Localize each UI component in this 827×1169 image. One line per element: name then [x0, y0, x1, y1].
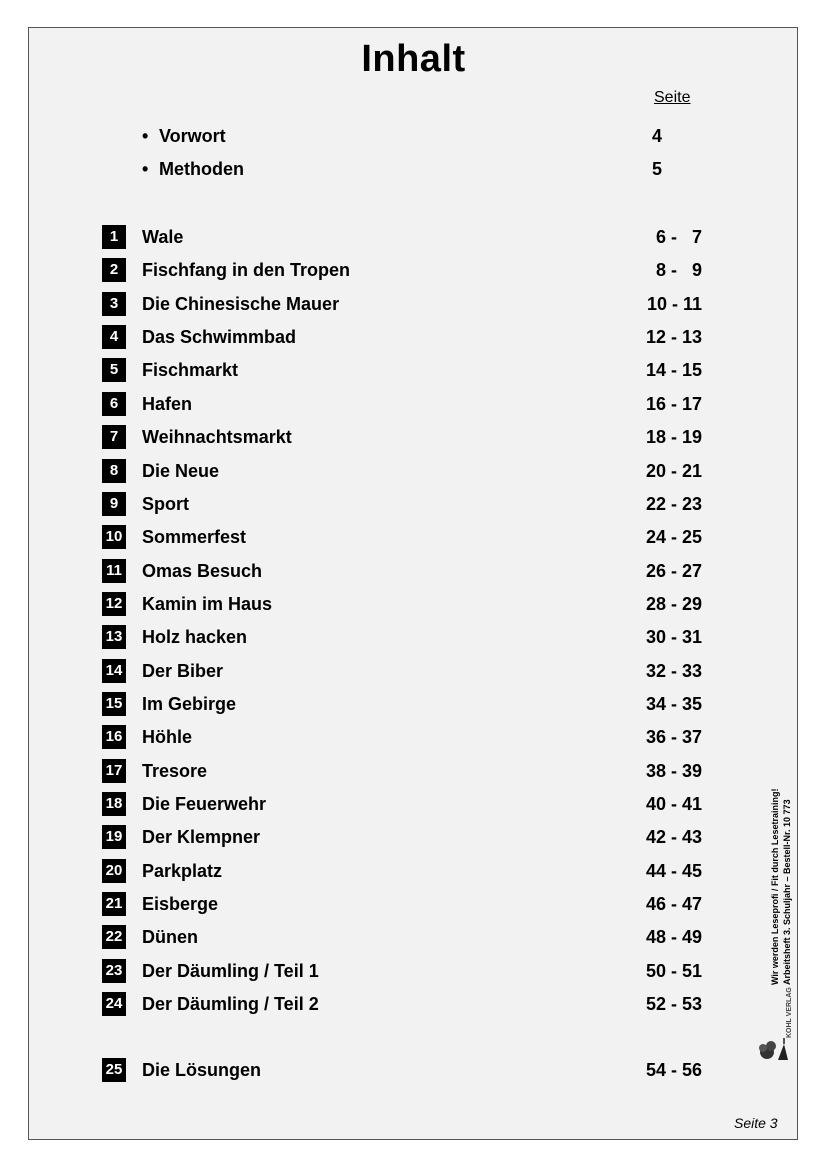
- chapter-pages: 32 - 33: [645, 660, 702, 681]
- page-column-header: Seite: [654, 89, 691, 106]
- chapter-pages: 26 - 27: [645, 560, 702, 581]
- bullet-icon: •: [142, 126, 149, 146]
- chapter-pages: 6 - 7: [655, 227, 702, 247]
- front-matter-label: Methoden: [159, 159, 244, 179]
- chapter-number-badge: 22: [102, 925, 126, 949]
- toc-row: [102, 326, 702, 352]
- chapter-number-badge: 10: [102, 525, 126, 549]
- chapter-number-badge: 20: [102, 859, 126, 883]
- chapter-pages: 52 - 53: [645, 994, 702, 1015]
- chapter-pages: 20 - 21: [645, 460, 702, 481]
- toc-row: [102, 526, 702, 552]
- toc-row: [102, 893, 702, 919]
- side-note-line-1: Wir werden Leseprofi / Fit durch Lesetraining!: [770, 788, 780, 985]
- toc-row: [102, 960, 702, 986]
- chapter-number-badge: 1: [102, 225, 126, 249]
- chapter-pages: 8 - 9: [655, 260, 702, 281]
- chapter-number-badge: 19: [102, 825, 126, 849]
- toc-row: [102, 860, 702, 886]
- chapter-pages: 38 - 39: [645, 760, 702, 781]
- toc-row: [102, 560, 702, 586]
- chapter-pages: 36 - 37: [645, 727, 702, 748]
- chapter-number-badge: 23: [102, 959, 126, 983]
- toc-row: [102, 626, 702, 652]
- toc-row: [102, 760, 702, 786]
- chapter-title: Der Biber: [142, 660, 224, 681]
- chapter-number-badge: 18: [102, 792, 126, 816]
- chapter-number-badge: 3: [102, 292, 126, 316]
- chapter-title: Das Schwimmbad: [142, 327, 297, 348]
- side-note-line-2: Arbeitsheft 3. Schuljahr – Bestell-Nr. 10 773: [782, 799, 792, 985]
- toc-row: [102, 226, 702, 252]
- chapter-number-badge: 9: [102, 492, 126, 516]
- chapter-pages: 16 - 17: [645, 393, 702, 414]
- footer-page-number: Seite 3: [734, 1115, 778, 1131]
- chapter-pages: 28 - 29: [645, 593, 702, 614]
- chapter-pages: 24 - 25: [645, 527, 702, 548]
- toc-row: [102, 926, 702, 952]
- toc-row: [102, 493, 702, 519]
- toc-row: [102, 359, 702, 385]
- toc-row: [102, 993, 702, 1019]
- chapter-title: Die Lösungen: [142, 1060, 262, 1080]
- chapter-pages: 48 - 49: [645, 927, 702, 948]
- chapter-number-badge: 14: [102, 659, 126, 683]
- chapter-pages: 46 - 47: [645, 894, 702, 914]
- chapter-number-badge: 15: [102, 692, 126, 716]
- side-publication-note: [769, 755, 793, 985]
- chapter-title: Omas Besuch: [142, 560, 263, 581]
- chapter-pages: 14 - 15: [645, 360, 702, 381]
- chapter-title: Parkplatz: [142, 860, 223, 881]
- chapter-pages: 42 - 43: [645, 827, 702, 848]
- chapter-pages: 34 - 35: [645, 693, 702, 714]
- chapter-pages: 10 - 11: [646, 293, 702, 314]
- chapter-title: Der Klempner: [142, 827, 261, 848]
- chapter-number-badge: 13: [102, 625, 126, 649]
- chapter-number-badge: 4: [102, 325, 126, 349]
- chapter-number-badge: 12: [102, 592, 126, 616]
- chapter-pages: 22 - 23: [645, 493, 702, 514]
- toc-row-solutions: [102, 1059, 702, 1085]
- chapter-number-badge: 17: [102, 759, 126, 783]
- chapter-title: Sommerfest: [142, 527, 247, 548]
- chapter-pages: 18 - 19: [645, 427, 702, 448]
- front-matter-page: 4: [652, 126, 663, 146]
- toc-row: [102, 293, 702, 319]
- chapter-number-badge: 11: [102, 559, 126, 583]
- chapter-number-badge: 25: [102, 1058, 126, 1082]
- chapter-title: Fischfang in den Tropen: [142, 260, 351, 281]
- chapter-title: Eisberge: [142, 894, 219, 914]
- toc-row: [102, 660, 702, 686]
- chapter-pages: 30 - 31: [645, 627, 702, 648]
- toc-row: [102, 793, 702, 819]
- chapter-number-badge: 7: [102, 425, 126, 449]
- chapter-number-badge: 8: [102, 459, 126, 483]
- chapter-number-badge: 24: [102, 992, 126, 1016]
- chapter-title: Höhle: [142, 727, 193, 748]
- chapter-title: Holz hacken: [142, 627, 248, 648]
- chapter-title: Wale: [142, 227, 184, 247]
- toc-row: [102, 426, 702, 452]
- toc-row: [102, 593, 702, 619]
- chapter-pages: 50 - 51: [645, 960, 702, 981]
- chapter-title: Kamin im Haus: [142, 593, 273, 614]
- chapter-title: Dünen: [142, 927, 198, 948]
- publisher-logo-text: KOHL VERLAG: [786, 987, 793, 1038]
- chapter-title: Der Däumling / Teil 1: [142, 960, 319, 981]
- page-title: Inhalt: [361, 38, 466, 80]
- chapter-pages: 12 - 13: [645, 327, 702, 348]
- chapter-title: Die Neue: [142, 460, 220, 481]
- chapter-pages: 54 - 56: [645, 1060, 702, 1080]
- front-matter-page: 5: [652, 159, 663, 179]
- chapter-title: Der Däumling / Teil 2: [142, 994, 319, 1015]
- chapter-title: Die Chinesische Mauer: [142, 293, 340, 314]
- chapter-title: Fischmarkt: [142, 360, 239, 381]
- chapter-number-badge: 21: [102, 892, 126, 916]
- chapter-number-badge: 6: [102, 392, 126, 416]
- chapter-title: Im Gebirge: [142, 693, 237, 714]
- toc-row: [102, 693, 702, 719]
- chapter-title: Hafen: [142, 393, 193, 414]
- chapter-title: Weihnachtsmarkt: [142, 427, 292, 448]
- toc-row: [102, 259, 702, 285]
- chapter-number-badge: 5: [102, 358, 126, 382]
- chapter-title: Sport: [142, 493, 189, 514]
- chapter-title: Die Feuerwehr: [142, 794, 267, 814]
- chapter-number-badge: 2: [102, 258, 126, 282]
- chapter-pages: 44 - 45: [645, 860, 702, 881]
- toc-row: [102, 460, 702, 486]
- chapter-number-badge: 16: [102, 725, 126, 749]
- toc-row: [102, 726, 702, 752]
- bullet-icon: •: [142, 159, 149, 179]
- chapter-pages: 40 - 41: [645, 794, 702, 814]
- front-matter-label: Vorwort: [159, 126, 226, 146]
- chapter-title: Tresore: [142, 760, 208, 781]
- toc-row: [102, 826, 702, 852]
- toc-row: [102, 393, 702, 419]
